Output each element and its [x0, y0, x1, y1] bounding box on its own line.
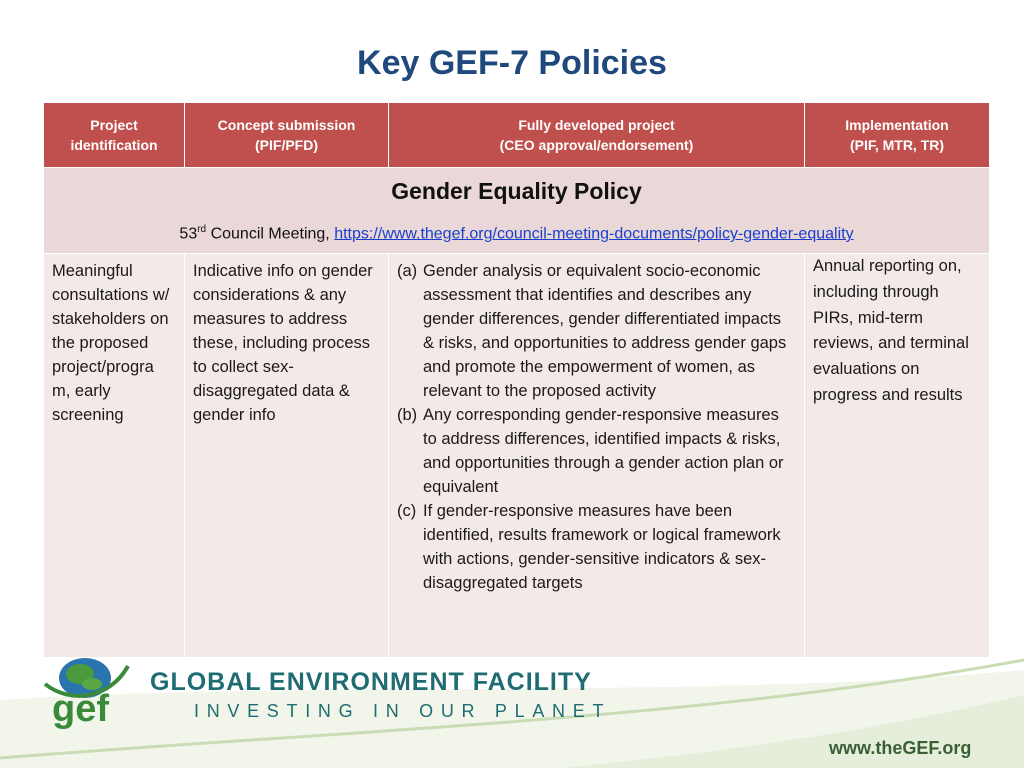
cell-implementation: Annual reporting on, including through PIRs, mid-term reviews, and terminal evaluations on progress and results — [805, 254, 990, 658]
header-fully-developed-project: Fully developed project (CEO approval/endorsement) — [389, 103, 805, 168]
requirements-list — [397, 259, 796, 595]
policy-details-row — [44, 254, 990, 658]
cell-concept-submission: Indicative info on gender considerations & any measures to address these, including process to collect sex-disaggregated data & gender info — [185, 254, 389, 658]
cell-fully-developed-project — [389, 254, 805, 658]
header-project-identification: Project identification — [44, 103, 185, 168]
list-item: (c) If gender-responsive measures have been identified, results framework or logical framework with actions, gender-sensitive indicators & sex-disaggregated targets — [397, 502, 781, 592]
policy-table — [43, 102, 990, 658]
table-header-row — [44, 103, 990, 168]
header-implementation: Implementation (PIF, MTR, TR) — [805, 103, 990, 168]
page-title: Key GEF-7 Policies — [357, 44, 667, 82]
policy-link[interactable]: https://www.thegef.org/council-meeting-documents/policy-gender-equality — [334, 225, 854, 243]
policy-row — [44, 168, 990, 254]
cell-project-identification: Meaningful consultations w/ stakeholders on the proposed project/progra m, early screening — [44, 254, 185, 658]
brand-tagline: INVESTING IN OUR PLANET — [194, 701, 612, 721]
policy-cell — [44, 168, 990, 254]
list-item: (a) Gender analysis or equivalent socio-economic assessment that identifies and describes any gender differences, gender differentiated impacts & risks, and opportunities to address gender gaps and promote the empowerment of women, as relevant to the proposed activity — [397, 262, 787, 400]
policy-title: Gender Equality Policy — [391, 178, 642, 204]
gef-logo-text: gef — [52, 688, 109, 730]
header-concept-submission: Concept submission (PIF/PFD) — [185, 103, 389, 168]
brand-name: GLOBAL ENVIRONMENT FACILITY — [150, 668, 592, 696]
website-link[interactable]: www.theGEF.org — [829, 738, 972, 758]
meeting-reference: 53rd Council Meeting, https://www.thegef.org/council-meeting-documents/policy-gender-equality — [179, 224, 854, 243]
list-item: (b) Any corresponding gender-responsive measures to address differences, identified impacts & risks, and opportunities through a gender action plan or equivalent — [397, 406, 784, 496]
